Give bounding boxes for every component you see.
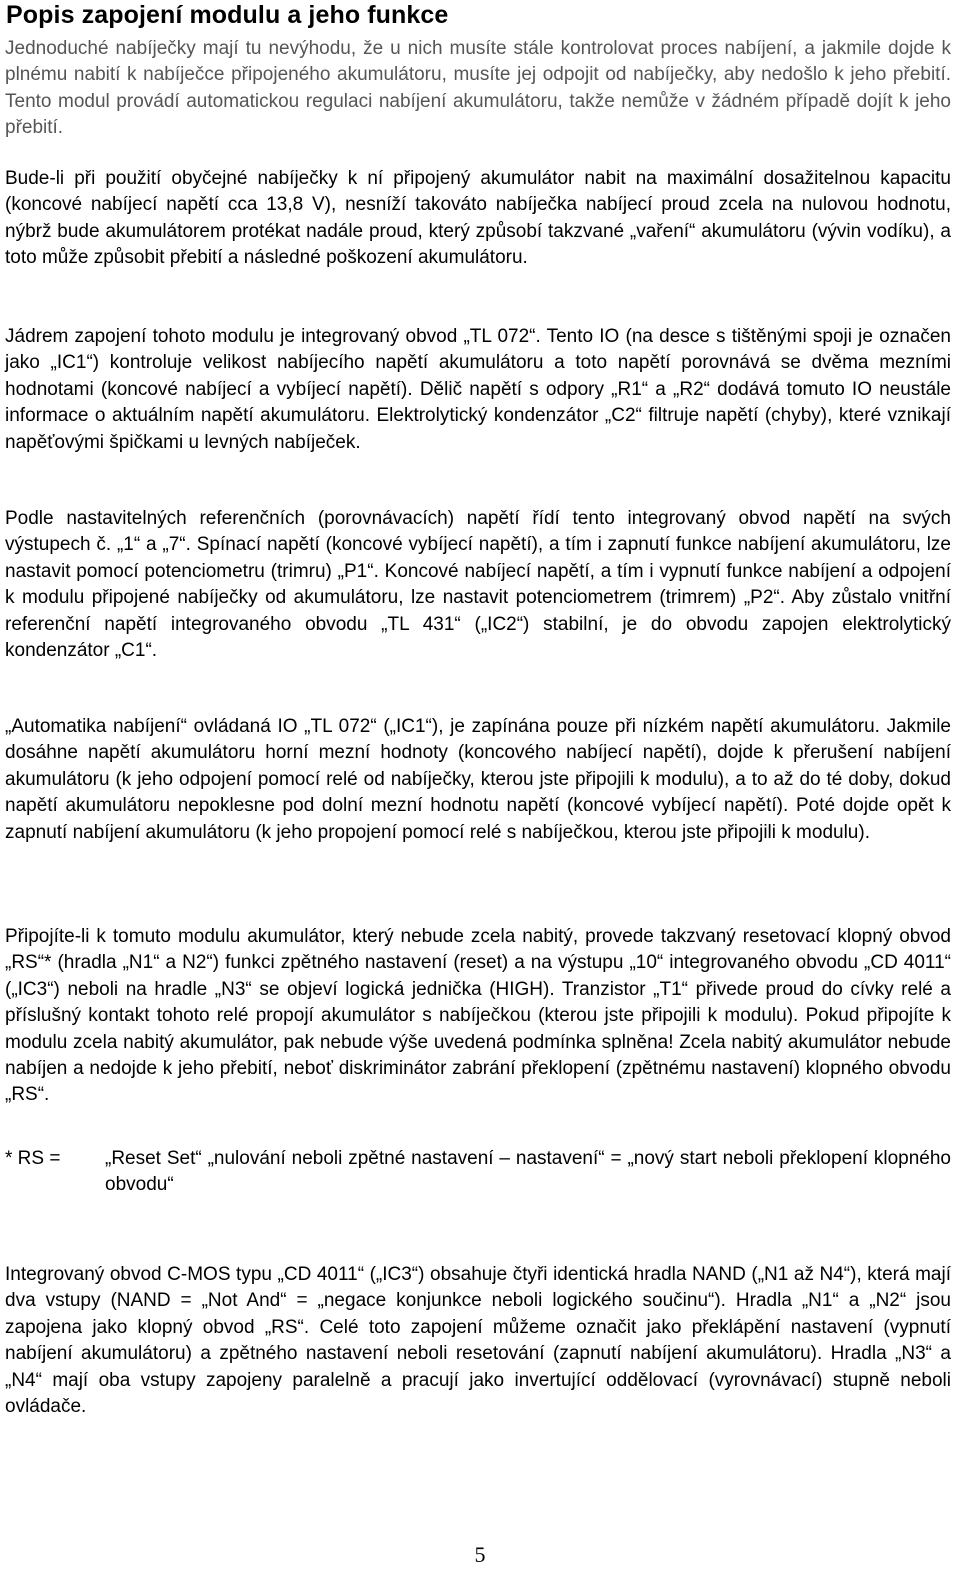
paragraph-reference-voltages: Podle nastavitelných referenčních (porovnávacích) napětí řídí tento integrovaný obvod napětí na svých výstupech č. „1“ a „7“. Spínací napětí (koncové vybíjecí napětí), a tím i zapnutí funkce nabíjení akumulátoru, lze nastavit pomocí potenciometru (trimru) „P1“. Koncové nabíjecí napětí, a tím i vypnutí funkce nabíjení a odpojení k modulu připojené nabíječky od akumulátoru, lze nastavit potenciometrem (trimrem) „P2“. Aby zůstalo vnitřní referenční napětí integrovaného obvodu „TL 431“ („IC2“) stabilní, je do obvodu zapojen elektrolytický kondenzátor „C1“. xyxy=(5,508,951,662)
page-number: 5 xyxy=(474,1542,486,1567)
paragraph-core-ic: Jádrem zapojení tohoto modulu je integrovaný obvod „TL 072“. Tento IO (na desce s tištěnými spoji je označen jako „IC1“) kontroluje velikost nabíjecího napětí akumulátoru a toto napětí porovnává se dvěma mezními hodnotami (koncové nabíjecí a vybíjecí napětí). Dělič napětí s odpory „R1“ a „R2“ dodává tomuto IO neustále informace o aktuálním napětí akumulátoru. Elektrolytický kondenzátor „C2“ filtruje napětí (chyby), které vznikají napěťovými špičkami u levných nabíječek. xyxy=(5,326,951,453)
paragraph-cmos-gates: Integrovaný obvod C-MOS typu „CD 4011“ („IC3“) obsahuje čtyři identická hradla NAND („N1 až N4“), která mají dva vstupy (NAND = „Not And“ = „negace konjunkce neboli logického součinu“). Hradla „N1“ a „N2“ jsou zapojena jako klopný obvod „RS“. Celé toto zapojení můžeme označit jako překlápění nastavení (vypnutí nabíjení akumulátoru) a zpětného nastavení neboli resetování (zapnutí nabíjení akumulátoru). Hradla „N3“ a „N4“ mají oba vstupy zapojeny paralelně a pracují jako invertující oddělovací (vyrovnávací) stupně neboli ovládače. xyxy=(5,1264,951,1418)
paragraph-overcharge: Bude-li při použití obyčejné nabíječky k ní připojený akumulátor nabit na maximální dosažitelnou kapacitu (koncové nabíjecí napětí cca 13,8 V), nesníží takováto nabíječka nabíjecí proud zcela na nulovou hodnotu, nýbrž bude akumulátorem protékat nadále proud, který způsobí takzvané „vaření“ akumulátoru (vývin vodíku), a toto může způsobit přebití a následné poškození akumulátoru. xyxy=(5,168,951,269)
paragraph-automation: „Automatika nabíjení“ ovládaná IO „TL 072“ („IC1“), je zapínána pouze při nízkém napětí akumulátoru. Jakmile dosáhne napětí akumulátoru horní mezní hodnoty (koncového nabíjecí napětí), dojde k přerušení nabíjení akumulátoru (k jeho odpojení pomocí relé od nabíječky, kterou jste připojili k modulu), a to až do té doby, dokud napětí akumulátoru nepoklesne pod dolní mezní hodnotu napětí (koncové vybíjecí napětí). Poté dojde opět k zapnutí nabíjení akumulátoru (k jeho propojení pomocí relé s nabíječkou, kterou jste připojili k modulu). xyxy=(5,716,951,843)
paragraph-reset-circuit: Připojíte-li k tomuto modulu akumulátor, který nebude zcela nabitý, provede takzvaný resetovací klopný obvod „RS“* (hradla „N1“ a N2“) funkci zpětného nastavení (reset) a na výstupu „10“ integrovaného obvodu „CD 4011“ („IC3“) neboli na hradle „N3“ se objeví logická jednička (HIGH). Tranzistor „T1“ přivede proud do cívky relé a příslušný kontakt tohoto relé propojí akumulátor s nabíječkou (kterou jste připojili k modulu). Pokud připojíte k modulu zcela nabitý akumulátor, pak nebude výše uvedená podmínka splněna! Zcela nabitý akumulátor nebude nabíjen a nedojde k jeho přebití, neboť diskriminátor zabrání překlopení (zpětnému nastavení) klopného obvodu „RS“. xyxy=(5,926,951,1106)
footnote-mark: * RS = xyxy=(5,1148,61,1169)
page-title: Popis zapojení modulu a jeho funkce xyxy=(6,1,449,29)
footnote-text: „Reset Set“ „nulování neboli zpětné nastavení – nastavení“ = „nový start neboli překlopení klopného obvodu“ xyxy=(105,1148,951,1196)
paragraph-intro: Jednoduché nabíječky mají tu nevýhodu, že u nich musíte stále kontrolovat proces nabíjení, a jakmile dojde k plnému nabití k nabíječce připojeného akumulátoru, musíte jej odpojit od nabíječky, aby nedošlo k jeho přebití. Tento modul provádí automatickou regulaci nabíjení akumulátoru, takže nemůže v žádném případě dojít k jeho přebití. xyxy=(5,38,951,139)
